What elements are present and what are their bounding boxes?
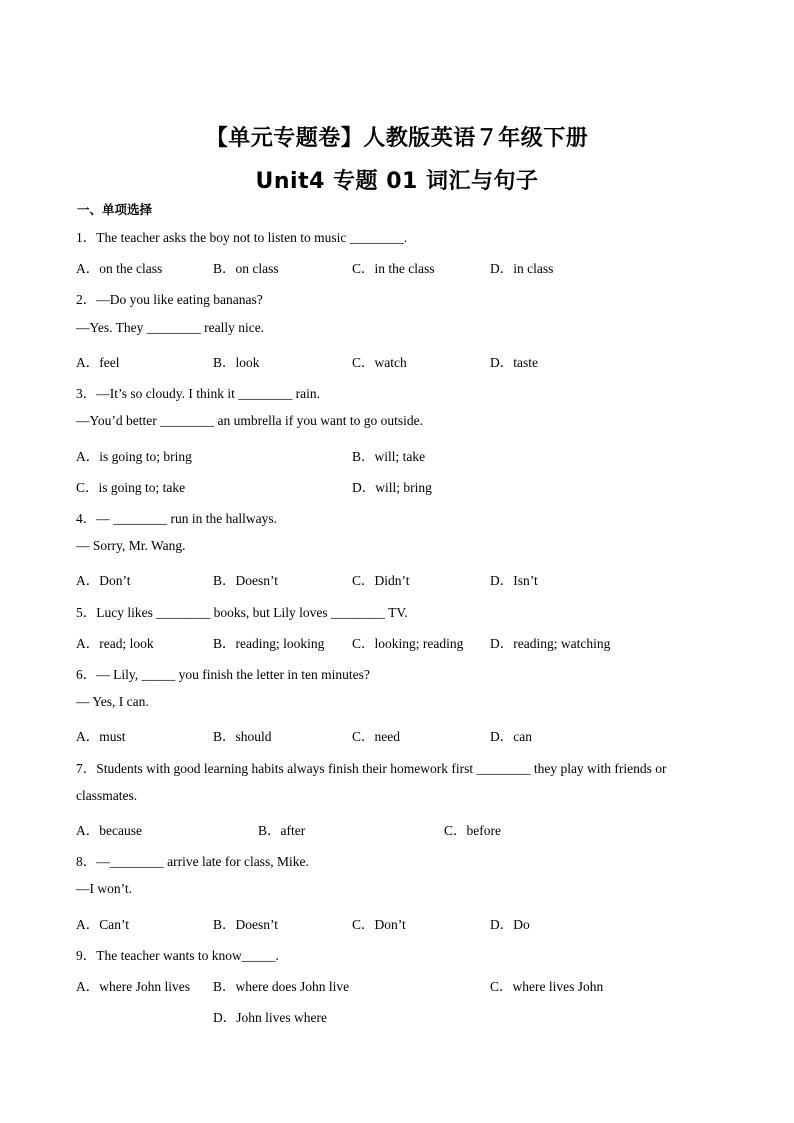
question-8-option-d: D．Do	[490, 917, 530, 932]
question-6-option-a: A．must	[76, 729, 126, 744]
question-9-stem: 9．The teacher wants to know_____.	[76, 948, 279, 963]
question-9-option-c: C．where lives John	[490, 979, 604, 994]
question-2-option-c: C．watch	[352, 355, 407, 370]
question-9-option-b: B．where does John live	[213, 979, 350, 994]
question-1-option-d: D．in class	[490, 261, 554, 276]
question-9-option-d: D．John lives where	[213, 1010, 327, 1025]
question-8-stem: 8．—________ arrive late for class, Mike.	[76, 854, 309, 869]
document-title: 【单元专题卷】人教版英语７年级下册	[205, 126, 589, 151]
question-6-option-b: B．should	[213, 729, 272, 744]
question-8-option-b: B．Doesn’t	[213, 917, 279, 932]
question-5-option-a: A．read; look	[76, 636, 154, 651]
question-4-option-b: B．Doesn’t	[213, 573, 279, 588]
question-4-option-c: C．Didn’t	[352, 573, 410, 588]
question-8-stem-line2: —I won’t.	[76, 881, 132, 896]
question-5-option-b: B．reading; looking	[213, 636, 325, 651]
question-7-stem-line2: classmates.	[76, 788, 138, 803]
question-5-option-c: C．looking; reading	[352, 636, 464, 651]
question-3-stem: 3．—It’s so cloudy. I think it ________ rain.	[76, 386, 320, 401]
question-3-stem-line2: —You’d better ________ an umbrella if you want to go outside.	[76, 413, 423, 428]
question-7-option-b: B．after	[258, 823, 306, 838]
question-4-option-a: A．Don’t	[76, 573, 131, 588]
question-5-stem: 5．Lucy likes ________ books, but Lily loves ________ TV.	[76, 605, 408, 620]
question-2-option-a: A．feel	[76, 355, 120, 370]
question-2-option-d: D．taste	[490, 355, 538, 370]
question-6-option-c: C．need	[352, 729, 400, 744]
question-3-option-d: D．will; bring	[352, 480, 432, 495]
question-7-option-a: A．because	[76, 823, 142, 838]
document-subtitle: Unit4 专题 01 词汇与句子	[255, 169, 539, 194]
question-1-option-b: B．on class	[213, 261, 279, 276]
question-9-option-a: A．where John lives	[76, 979, 190, 994]
question-4-stem: 4．— ________ run in the hallways.	[76, 511, 277, 526]
question-1-option-c: C．in the class	[352, 261, 435, 276]
question-4-stem-line2: — Sorry, Mr. Wang.	[76, 538, 186, 553]
question-3-option-c: C．is going to; take	[76, 480, 186, 495]
question-8-option-a: A．Can’t	[76, 917, 129, 932]
section-heading: 一、单项选择	[77, 202, 153, 217]
question-6-stem: 6．— Lily, _____ you finish the letter in ten minutes?	[76, 667, 370, 682]
question-5-option-d: D．reading; watching	[490, 636, 611, 651]
question-6-option-d: D．can	[490, 729, 532, 744]
question-3-option-a: A．is going to; bring	[76, 449, 192, 464]
question-2-option-b: B．look	[213, 355, 260, 370]
question-8-option-c: C．Don’t	[352, 917, 406, 932]
question-1-option-a: A．on the class	[76, 261, 163, 276]
question-4-option-d: D．Isn’t	[490, 573, 538, 588]
question-2-stem-line2: —Yes. They ________ really nice.	[76, 320, 265, 335]
question-6-stem-line2: — Yes, I can.	[76, 694, 149, 709]
question-2-stem: 2．—Do you like eating bananas?	[76, 292, 263, 307]
question-7-stem: 7．Students with good learning habits always finish their homework first ________ they play with friends or	[76, 761, 667, 776]
question-3-option-b: B．will; take	[352, 449, 426, 464]
question-7-option-c: C．before	[444, 823, 501, 838]
question-1-stem: 1．The teacher asks the boy not to listen to music ________.	[76, 230, 408, 245]
